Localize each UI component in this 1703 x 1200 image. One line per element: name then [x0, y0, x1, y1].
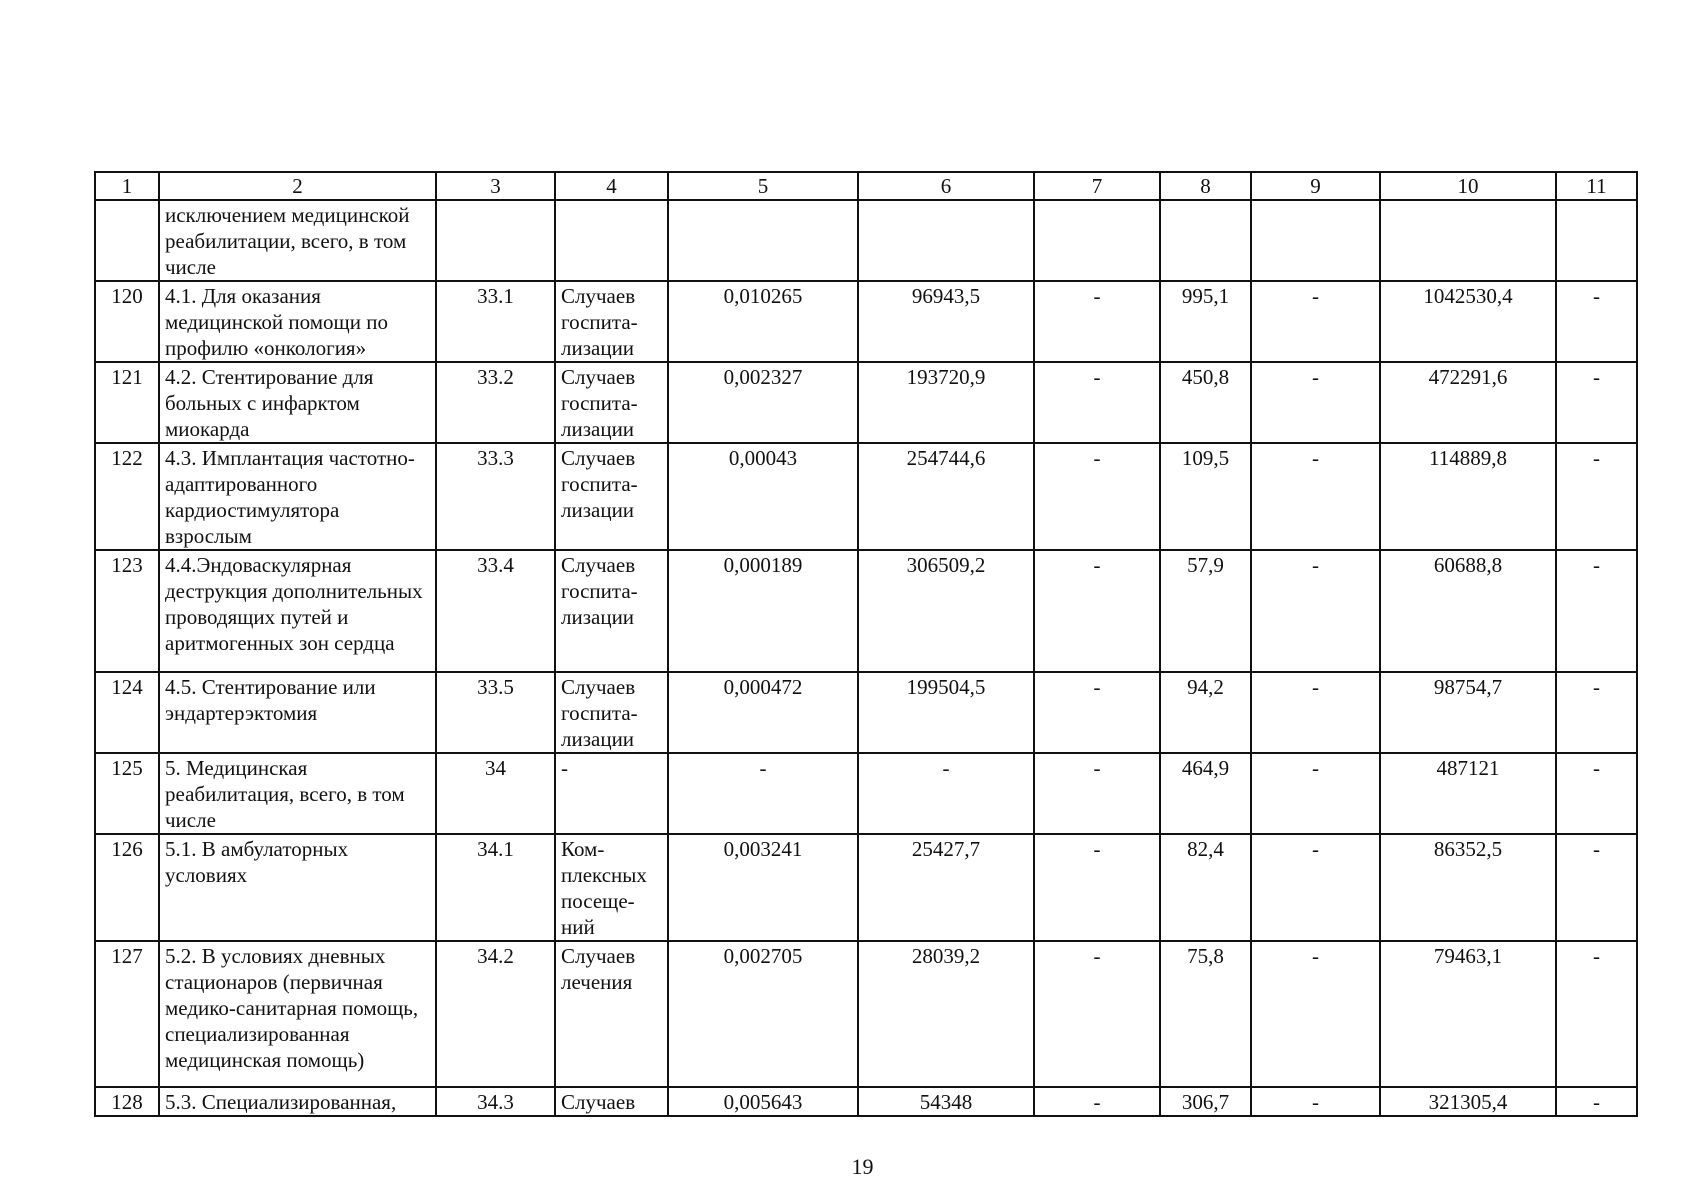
row-number-cell: 126: [95, 834, 159, 941]
col-11-cell: -: [1556, 281, 1637, 362]
row-number-cell: 125: [95, 753, 159, 834]
col-10-cell: 114889,8: [1380, 443, 1556, 550]
unit-cell: Случаев: [555, 1087, 668, 1116]
line-code-cell: 33.4: [436, 550, 555, 672]
col-5-cell: 0,010265: [668, 281, 858, 362]
col-10-cell: 487121: [1380, 753, 1556, 834]
line-code-cell: 33.2: [436, 362, 555, 443]
col-8-cell: 94,2: [1160, 672, 1251, 753]
col-11-cell: -: [1556, 834, 1637, 941]
table-row: [95, 443, 1637, 550]
table-row: [95, 281, 1637, 362]
unit-cell: [555, 200, 668, 281]
indicator-name-cell: 4.5. Стентирование или эндартерэктомия: [159, 672, 436, 753]
line-code-cell: 34.3: [436, 1087, 555, 1116]
col-5-cell: 0,000189: [668, 550, 858, 672]
col-6-cell: 193720,9: [858, 362, 1034, 443]
col-5-cell: 0,000472: [668, 672, 858, 753]
row-number-cell: 122: [95, 443, 159, 550]
header-cell-8: 8: [1160, 172, 1251, 200]
indicator-name-cell: 4.3. Имплантация частотно-адаптированного кардиостимулятора взрослым: [159, 443, 436, 550]
col-9-cell: -: [1251, 443, 1380, 550]
col-6-cell: [858, 200, 1034, 281]
col-10-cell: 86352,5: [1380, 834, 1556, 941]
col-10-cell: 1042530,4: [1380, 281, 1556, 362]
col-8-cell: 75,8: [1160, 941, 1251, 1087]
row-number-cell: 120: [95, 281, 159, 362]
table-row: [95, 1087, 1637, 1116]
col-7-cell: [1034, 200, 1160, 281]
col-8-cell: 450,8: [1160, 362, 1251, 443]
line-code-cell: 34.1: [436, 834, 555, 941]
row-number-cell: 121: [95, 362, 159, 443]
page-number: 19: [851, 1154, 874, 1179]
col-9-cell: -: [1251, 550, 1380, 672]
line-code-cell: 33.5: [436, 672, 555, 753]
col-9-cell: -: [1251, 753, 1380, 834]
col-10-cell: 472291,6: [1380, 362, 1556, 443]
col-11-cell: -: [1556, 362, 1637, 443]
col-11-cell: -: [1556, 550, 1637, 672]
table-row: [95, 753, 1637, 834]
col-10-cell: 321305,4: [1380, 1087, 1556, 1116]
table-row: [95, 941, 1637, 1087]
header-cell-1: 1: [95, 172, 159, 200]
col-8-cell: 306,7: [1160, 1087, 1251, 1116]
table-row: [95, 362, 1637, 443]
col-7-cell: -: [1034, 941, 1160, 1087]
col-6-cell: 28039,2: [858, 941, 1034, 1087]
header-cell-2: 2: [159, 172, 436, 200]
unit-cell: Случаев лечения: [555, 941, 668, 1087]
col-8-cell: [1160, 200, 1251, 281]
indicator-name-cell: 5.2. В условиях дневных стационаров (первичная медико-санитарная помощь, специализированная медицинская помощь): [159, 941, 436, 1087]
col-9-cell: -: [1251, 281, 1380, 362]
col-9-cell: -: [1251, 834, 1380, 941]
col-8-cell: 995,1: [1160, 281, 1251, 362]
col-5-cell: [668, 200, 858, 281]
col-8-cell: 109,5: [1160, 443, 1251, 550]
col-9-cell: -: [1251, 941, 1380, 1087]
col-10-cell: 98754,7: [1380, 672, 1556, 753]
col-5-cell: 0,005643: [668, 1087, 858, 1116]
header-cell-5: 5: [668, 172, 858, 200]
col-5-cell: 0,00043: [668, 443, 858, 550]
col-11-cell: -: [1556, 443, 1637, 550]
header-cell-10: 10: [1380, 172, 1556, 200]
table-row: [95, 550, 1637, 672]
row-number-cell: [95, 200, 159, 281]
unit-cell: Случаев госпита- лизации: [555, 362, 668, 443]
col-9-cell: -: [1251, 1087, 1380, 1116]
col-6-cell: 306509,2: [858, 550, 1034, 672]
line-code-cell: 34: [436, 753, 555, 834]
col-11-cell: -: [1556, 941, 1637, 1087]
col-7-cell: -: [1034, 672, 1160, 753]
col-7-cell: -: [1034, 281, 1160, 362]
col-9-cell: -: [1251, 672, 1380, 753]
line-code-cell: 33.3: [436, 443, 555, 550]
row-number-cell: 123: [95, 550, 159, 672]
col-7-cell: -: [1034, 362, 1160, 443]
col-6-cell: -: [858, 753, 1034, 834]
header-cell-7: 7: [1034, 172, 1160, 200]
header-cell-11: 11: [1556, 172, 1637, 200]
unit-cell: Случаев госпита- лизации: [555, 443, 668, 550]
col-7-cell: -: [1034, 1087, 1160, 1116]
unit-cell: Ком- плексных посеще- ний: [555, 834, 668, 941]
col-11-cell: -: [1556, 672, 1637, 753]
line-code-cell: 33.1: [436, 281, 555, 362]
col-9-cell: [1251, 200, 1380, 281]
col-6-cell: 199504,5: [858, 672, 1034, 753]
indicator-name-cell: 4.4.Эндоваскулярная деструкция дополнительных проводящих путей и аритмогенных зон сердца: [159, 550, 436, 672]
header-cell-3: 3: [436, 172, 555, 200]
table-body: [95, 172, 1637, 1116]
col-7-cell: -: [1034, 753, 1160, 834]
data-table: [94, 171, 1638, 1117]
header-cell-4: 4: [555, 172, 668, 200]
table-header-row: [95, 172, 1637, 200]
indicator-name-cell: 5. Медицинская реабилитация, всего, в том числе: [159, 753, 436, 834]
col-7-cell: -: [1034, 834, 1160, 941]
indicator-name-cell: исключением медицинской реабилитации, всего, в том числе: [159, 200, 436, 281]
indicator-name-cell: 4.2. Стентирование для больных с инфарктом миокарда: [159, 362, 436, 443]
col-6-cell: 96943,5: [858, 281, 1034, 362]
col-8-cell: 57,9: [1160, 550, 1251, 672]
col-5-cell: 0,003241: [668, 834, 858, 941]
row-number-cell: 127: [95, 941, 159, 1087]
line-code-cell: 34.2: [436, 941, 555, 1087]
col-6-cell: 254744,6: [858, 443, 1034, 550]
unit-cell: -: [555, 753, 668, 834]
col-11-cell: -: [1556, 753, 1637, 834]
col-10-cell: 60688,8: [1380, 550, 1556, 672]
col-8-cell: 464,9: [1160, 753, 1251, 834]
row-number-cell: 128: [95, 1087, 159, 1116]
table-row: [95, 834, 1637, 941]
col-6-cell: 25427,7: [858, 834, 1034, 941]
col-7-cell: -: [1034, 443, 1160, 550]
col-8-cell: 82,4: [1160, 834, 1251, 941]
col-6-cell: 54348: [858, 1087, 1034, 1116]
line-code-cell: [436, 200, 555, 281]
col-10-cell: 79463,1: [1380, 941, 1556, 1087]
col-10-cell: [1380, 200, 1556, 281]
col-11-cell: [1556, 200, 1637, 281]
col-7-cell: -: [1034, 550, 1160, 672]
table-row: [95, 200, 1637, 281]
row-number-cell: 124: [95, 672, 159, 753]
unit-cell: Случаев госпита- лизации: [555, 550, 668, 672]
col-5-cell: 0,002705: [668, 941, 858, 1087]
unit-cell: Случаев госпита- лизации: [555, 281, 668, 362]
table-row: [95, 672, 1637, 753]
header-cell-9: 9: [1251, 172, 1380, 200]
unit-cell: Случаев госпита- лизации: [555, 672, 668, 753]
header-cell-6: 6: [858, 172, 1034, 200]
col-5-cell: -: [668, 753, 858, 834]
indicator-name-cell: 5.3. Специализированная,: [159, 1087, 436, 1116]
col-9-cell: -: [1251, 362, 1380, 443]
col-11-cell: -: [1556, 1087, 1637, 1116]
indicator-name-cell: 4.1. Для оказания медицинской помощи по профилю «онкология»: [159, 281, 436, 362]
indicator-name-cell: 5.1. В амбулаторных условиях: [159, 834, 436, 941]
col-5-cell: 0,002327: [668, 362, 858, 443]
